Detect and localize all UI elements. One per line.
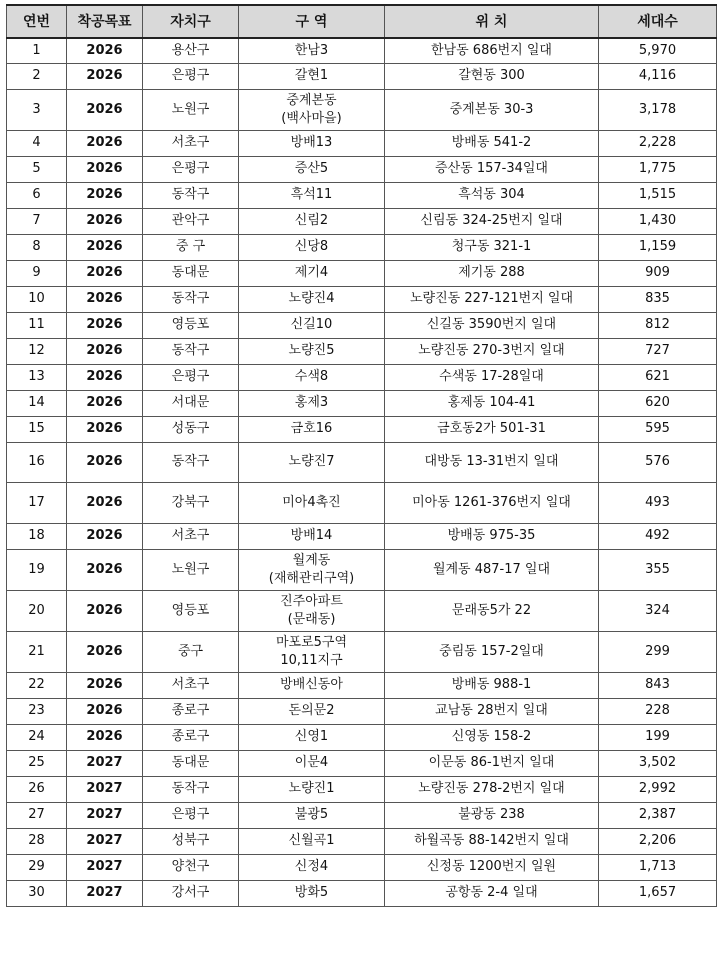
households-cell: 199 [599,724,717,750]
table-row [7,390,717,416]
district-cell: 동대문 [143,260,239,286]
row-number-cell: 3 [7,89,67,130]
area-cell: 방배14 [239,523,385,549]
district-cell: 서대문 [143,390,239,416]
start-year-cell: 2026 [67,260,143,286]
start-year-cell: 2026 [67,698,143,724]
district-cell: 중 구 [143,234,239,260]
table-row [7,631,717,672]
header-row [7,5,717,38]
area-cell: 노량진5 [239,338,385,364]
start-year-cell: 2026 [67,38,143,63]
area-cell: 신월곡1 [239,828,385,854]
district-cell: 강북구 [143,482,239,523]
row-number-cell: 13 [7,364,67,390]
start-year-cell: 2026 [67,549,143,590]
location-cell: 문래동5가 22 [385,590,599,631]
district-cell: 은평구 [143,63,239,89]
households-cell: 4,116 [599,63,717,89]
households-cell: 1,775 [599,156,717,182]
row-number-cell: 6 [7,182,67,208]
area-cell: 방배13 [239,130,385,156]
table-row [7,523,717,549]
table-row [7,724,717,750]
location-cell: 금호동2가 501-31 [385,416,599,442]
location-cell: 교남동 28번지 일대 [385,698,599,724]
start-year-cell: 2026 [67,390,143,416]
start-year-cell: 2027 [67,802,143,828]
households-cell: 2,206 [599,828,717,854]
district-cell: 서초구 [143,523,239,549]
area-cell: 수색8 [239,364,385,390]
location-cell: 노량진동 270-3번지 일대 [385,338,599,364]
district-cell: 양천구 [143,854,239,880]
location-cell: 하월곡동 88-142번지 일대 [385,828,599,854]
row-number-cell: 21 [7,631,67,672]
location-cell: 중계본동 30-3 [385,89,599,130]
location-cell: 방배동 541-2 [385,130,599,156]
table-row [7,182,717,208]
households-cell: 1,430 [599,208,717,234]
start-year-cell: 2026 [67,590,143,631]
start-year-cell: 2026 [67,672,143,698]
start-year-cell: 2026 [67,724,143,750]
header-households: 세대수 [599,5,717,38]
district-cell: 동작구 [143,338,239,364]
area-cell: 중계본동 (백사마을) [239,89,385,130]
households-cell: 576 [599,442,717,482]
area-cell: 이문4 [239,750,385,776]
area-cell: 불광5 [239,802,385,828]
households-cell: 2,992 [599,776,717,802]
area-cell: 신당8 [239,234,385,260]
header-area: 구 역 [239,5,385,38]
row-number-cell: 23 [7,698,67,724]
table-row [7,698,717,724]
area-cell: 제기4 [239,260,385,286]
start-year-cell: 2026 [67,364,143,390]
location-cell: 방배동 975-35 [385,523,599,549]
area-cell: 신길10 [239,312,385,338]
redevelopment-table [6,4,717,907]
district-cell: 동대문 [143,750,239,776]
location-cell: 공항동 2-4 일대 [385,880,599,906]
households-cell: 835 [599,286,717,312]
table-row [7,260,717,286]
area-cell: 노량진1 [239,776,385,802]
location-cell: 신영동 158-2 [385,724,599,750]
row-number-cell: 4 [7,130,67,156]
area-cell: 금호16 [239,416,385,442]
row-number-cell: 14 [7,390,67,416]
district-cell: 은평구 [143,802,239,828]
district-cell: 동작구 [143,182,239,208]
location-cell: 증산동 157-34일대 [385,156,599,182]
table-row [7,286,717,312]
table-row [7,854,717,880]
table-row [7,549,717,590]
start-year-cell: 2027 [67,776,143,802]
location-cell: 중림동 157-2일대 [385,631,599,672]
row-number-cell: 19 [7,549,67,590]
start-year-cell: 2026 [67,234,143,260]
row-number-cell: 16 [7,442,67,482]
district-cell: 강서구 [143,880,239,906]
row-number-cell: 26 [7,776,67,802]
location-cell: 방배동 988-1 [385,672,599,698]
location-cell: 흑석동 304 [385,182,599,208]
table-row [7,312,717,338]
district-cell: 노원구 [143,549,239,590]
table-row [7,38,717,63]
area-cell: 신영1 [239,724,385,750]
district-cell: 서초구 [143,130,239,156]
table-row [7,802,717,828]
table-row [7,208,717,234]
households-cell: 1,713 [599,854,717,880]
table-row [7,442,717,482]
location-cell: 수색동 17-28일대 [385,364,599,390]
row-number-cell: 12 [7,338,67,364]
row-number-cell: 5 [7,156,67,182]
area-cell: 방배신동아 [239,672,385,698]
row-number-cell: 20 [7,590,67,631]
start-year-cell: 2026 [67,156,143,182]
start-year-cell: 2026 [67,482,143,523]
row-number-cell: 22 [7,672,67,698]
row-number-cell: 27 [7,802,67,828]
households-cell: 492 [599,523,717,549]
header-start-target: 착공목표 [67,5,143,38]
households-cell: 299 [599,631,717,672]
location-cell: 홍제동 104-41 [385,390,599,416]
table-row [7,416,717,442]
row-number-cell: 1 [7,38,67,63]
area-cell: 월계동 (재해관리구역) [239,549,385,590]
area-cell: 미아4촉진 [239,482,385,523]
households-cell: 355 [599,549,717,590]
table-row [7,63,717,89]
area-cell: 방화5 [239,880,385,906]
table-row [7,156,717,182]
row-number-cell: 11 [7,312,67,338]
row-number-cell: 9 [7,260,67,286]
households-cell: 1,159 [599,234,717,260]
district-cell: 동작구 [143,286,239,312]
location-cell: 청구동 321-1 [385,234,599,260]
area-cell: 증산5 [239,156,385,182]
district-cell: 은평구 [143,156,239,182]
location-cell: 월계동 487-17 일대 [385,549,599,590]
header-no: 연번 [7,5,67,38]
row-number-cell: 10 [7,286,67,312]
row-number-cell: 18 [7,523,67,549]
area-cell: 신림2 [239,208,385,234]
table-row [7,828,717,854]
households-cell: 595 [599,416,717,442]
district-cell: 영등포 [143,312,239,338]
location-cell: 제기동 288 [385,260,599,286]
start-year-cell: 2027 [67,750,143,776]
area-cell: 노량진4 [239,286,385,312]
district-cell: 은평구 [143,364,239,390]
households-cell: 621 [599,364,717,390]
start-year-cell: 2026 [67,442,143,482]
district-cell: 성북구 [143,828,239,854]
table-row [7,130,717,156]
location-cell: 노량진동 278-2번지 일대 [385,776,599,802]
table-header [7,5,717,38]
households-cell: 324 [599,590,717,631]
start-year-cell: 2026 [67,208,143,234]
start-year-cell: 2026 [67,130,143,156]
area-cell: 홍제3 [239,390,385,416]
start-year-cell: 2026 [67,182,143,208]
start-year-cell: 2026 [67,89,143,130]
row-number-cell: 28 [7,828,67,854]
table-row [7,482,717,523]
row-number-cell: 17 [7,482,67,523]
row-number-cell: 15 [7,416,67,442]
households-cell: 620 [599,390,717,416]
start-year-cell: 2026 [67,416,143,442]
area-cell: 노량진7 [239,442,385,482]
district-cell: 관악구 [143,208,239,234]
row-number-cell: 25 [7,750,67,776]
area-cell: 마포로5구역 10,11지구 [239,631,385,672]
table-row [7,364,717,390]
start-year-cell: 2026 [67,286,143,312]
row-number-cell: 24 [7,724,67,750]
start-year-cell: 2026 [67,312,143,338]
location-cell: 신림동 324-25번지 일대 [385,208,599,234]
location-cell: 노량진동 227-121번지 일대 [385,286,599,312]
area-cell: 진주아파트 (문래동) [239,590,385,631]
district-cell: 종로구 [143,698,239,724]
table-row [7,672,717,698]
households-cell: 812 [599,312,717,338]
district-cell: 중구 [143,631,239,672]
row-number-cell: 7 [7,208,67,234]
location-cell: 신정동 1200번지 일원 [385,854,599,880]
district-cell: 동작구 [143,776,239,802]
table-row [7,880,717,906]
district-cell: 동작구 [143,442,239,482]
district-cell: 성동구 [143,416,239,442]
area-cell: 신정4 [239,854,385,880]
table-row [7,234,717,260]
households-cell: 843 [599,672,717,698]
table-row [7,590,717,631]
start-year-cell: 2027 [67,828,143,854]
location-cell: 갈현동 300 [385,63,599,89]
area-cell: 돈의문2 [239,698,385,724]
location-cell: 대방동 13-31번지 일대 [385,442,599,482]
header-district: 자치구 [143,5,239,38]
start-year-cell: 2026 [67,63,143,89]
district-cell: 영등포 [143,590,239,631]
start-year-cell: 2026 [67,523,143,549]
households-cell: 2,387 [599,802,717,828]
area-cell: 흑석11 [239,182,385,208]
location-cell: 불광동 238 [385,802,599,828]
location-cell: 미아동 1261-376번지 일대 [385,482,599,523]
start-year-cell: 2027 [67,880,143,906]
start-year-cell: 2026 [67,631,143,672]
households-cell: 3,502 [599,750,717,776]
table-row [7,89,717,130]
area-cell: 한남3 [239,38,385,63]
location-cell: 이문동 86-1번지 일대 [385,750,599,776]
district-cell: 서초구 [143,672,239,698]
district-cell: 종로구 [143,724,239,750]
start-year-cell: 2026 [67,338,143,364]
row-number-cell: 30 [7,880,67,906]
location-cell: 한남동 686번지 일대 [385,38,599,63]
households-cell: 493 [599,482,717,523]
households-cell: 2,228 [599,130,717,156]
row-number-cell: 29 [7,854,67,880]
households-cell: 5,970 [599,38,717,63]
table-row [7,776,717,802]
row-number-cell: 8 [7,234,67,260]
district-cell: 용산구 [143,38,239,63]
households-cell: 727 [599,338,717,364]
households-cell: 228 [599,698,717,724]
start-year-cell: 2027 [67,854,143,880]
households-cell: 3,178 [599,89,717,130]
households-cell: 909 [599,260,717,286]
location-cell: 신길동 3590번지 일대 [385,312,599,338]
row-number-cell: 2 [7,63,67,89]
table-body [7,38,717,906]
table-row [7,338,717,364]
households-cell: 1,657 [599,880,717,906]
area-cell: 갈현1 [239,63,385,89]
households-cell: 1,515 [599,182,717,208]
header-location: 위 치 [385,5,599,38]
table-row [7,750,717,776]
district-cell: 노원구 [143,89,239,130]
